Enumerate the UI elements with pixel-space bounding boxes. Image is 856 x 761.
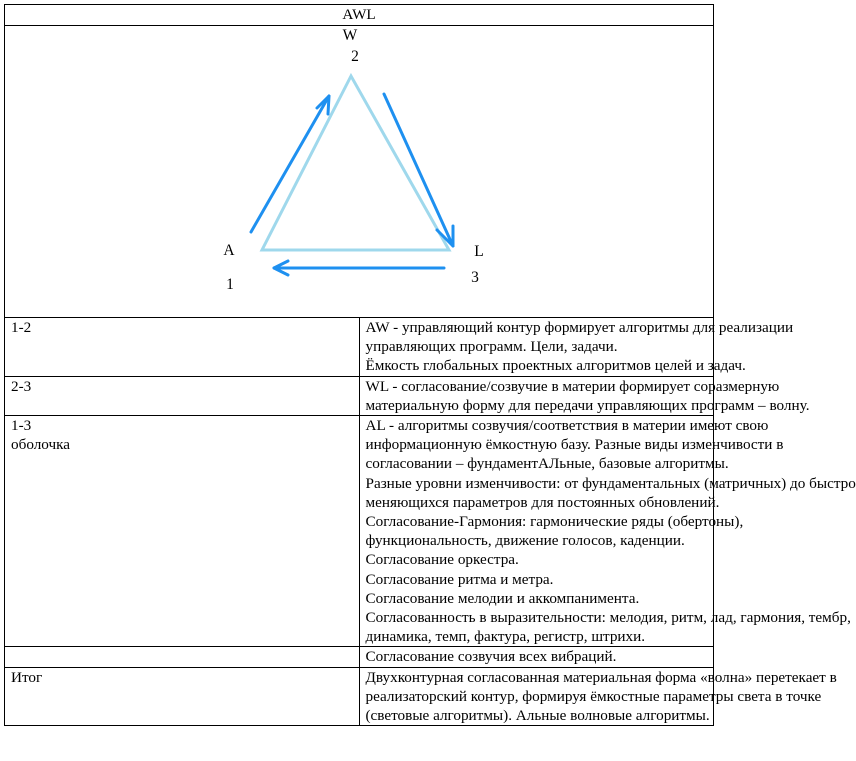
arrow-3-to-1	[274, 261, 444, 275]
awl-triangle-diagram	[5, 26, 713, 317]
diagram-cell	[5, 26, 714, 318]
row-description: Согласование созвучия всех вибраций.	[359, 647, 714, 667]
label-top-number: 2	[351, 48, 359, 65]
row-key	[5, 647, 360, 667]
diagram-row	[5, 26, 714, 318]
row-summary-vibrations	[5, 647, 714, 667]
row-1-3	[5, 416, 714, 647]
arrow-2-to-3	[384, 94, 453, 246]
row-key: Итог	[5, 667, 360, 726]
label-left-number: 1	[226, 276, 234, 293]
row-key: 1-2	[5, 318, 360, 377]
row-2-3	[5, 376, 714, 415]
row-description: AL - алгоритмы созвучия/соответствия в материи имеют свою информационную ёмкостную базу. Разные виды изменчивости в согласовании – фундаментАЛьные, базовые алгоритмы. Разные уровни изменчивости: от фундаментальных (матричных) до быстро меняющихся параметров для постоянных обновлений. Согласование-Гармония: гармонические ряды (обертоны), функциональность, движение голосов, каденции. Согласование оркестра. Согласование ритма и метра. Согласование мелодии и аккомпанимента. Согласованность в выразительности: мелодия, ритм, лад, гармония, тембр, динамика, темп, фактура, регистр, штрихи.	[359, 416, 714, 647]
row-result	[5, 667, 714, 726]
label-left-letter: A	[223, 242, 235, 259]
row-key: 1-3 оболочка	[5, 416, 360, 647]
row-description: WL - согласование/созвучие в материи формирует соразмерную материальную форму для передачи управляющих программ – волну.	[359, 376, 714, 415]
table-title: AWL	[5, 5, 714, 26]
row-description: Двухконтурная согласованная материальная форма «волна» перетекает в реализаторский контур, формируя ёмкостные параметры света в точке (световые алгоритмы). Альные волновые алгоритмы.	[359, 667, 714, 726]
label-right-letter: L	[474, 243, 484, 260]
header-row	[5, 5, 714, 26]
label-top-letter: W	[342, 27, 358, 44]
row-description: AW - управляющий контур формирует алгоритмы для реализации управляющих программ. Цели, задачи. Ёмкость глобальных проектных алгоритмов целей и задач.	[359, 318, 714, 377]
arrow-1-to-2	[251, 96, 329, 232]
awl-table	[4, 4, 856, 726]
label-right-number: 3	[471, 269, 479, 286]
row-key: 2-3	[5, 376, 360, 415]
row-1-2	[5, 318, 714, 377]
